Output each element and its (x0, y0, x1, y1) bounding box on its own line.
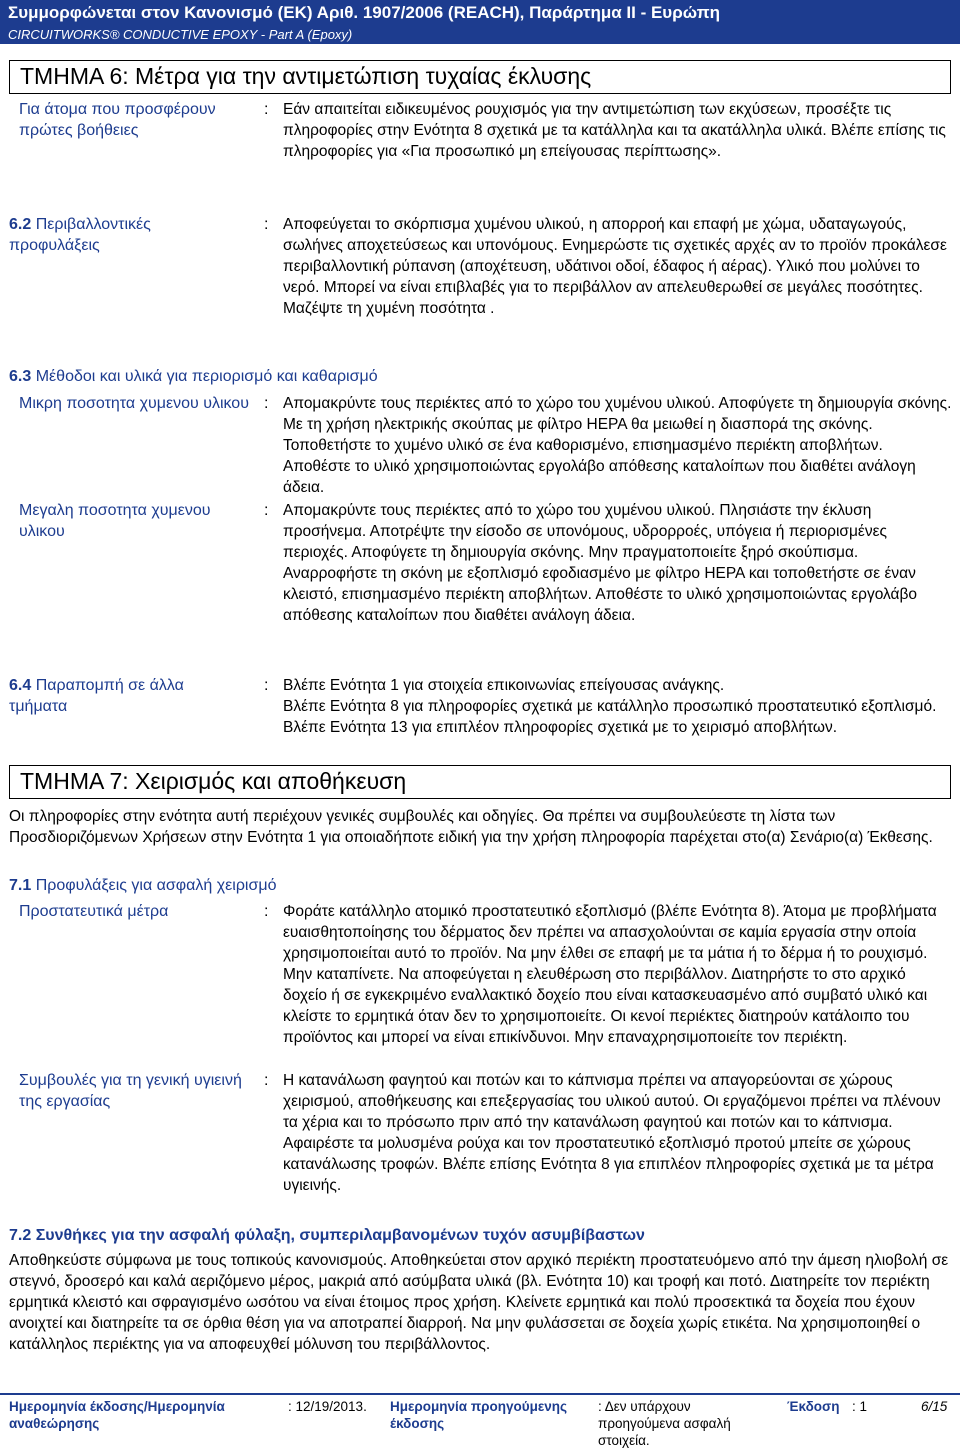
small-spill-label: Μικρη ποσοτητα χυμενου υλικου (19, 395, 249, 412)
reference-line-2: Βλέπε Ενότητα 8 για πληροφορίες σχετικά με κατάλληλο προσωπικό προστατευτικό εξοπλισμό. (283, 698, 937, 715)
storage-number: 7.2 (9, 1227, 32, 1244)
reference-title: Παραπομπή σε άλλα τμήματα (9, 677, 184, 715)
issue-date-value: : 12/19/2013. (288, 1399, 367, 1414)
storage-text: Αποθηκεύστε σύμφωνα με τους τοπικούς κανονισμούς. Αποθηκεύεται στον αρχικό περιέκτη προστατευόμενο από την άμεση ηλιοβολή σε στεγνό, δροσερό και καλά αεριζόμενο μέρος, μακριά από ασύμβατα υλικά (βλ. Ενότητα 10) και τροφή και ποτό. Διατηρείτε τον περιέκτη ερμητικά κλειστό και σφραγισμένο ωσότου να είναι έτοιμος προς χρήση. Κλείνετε ερμητικά και πολύ προσεκτικά τα δοχεία που έχουν ανοιχτεί και διατηρείτε τα σε όρθια θέση για να αποτραπεί διαρροή. Να μην φυλάσσεται σε δοχεία χωρίς ετικέτα. Να χρησιμοποιηθεί ο κατάλληλος περιέκτης για να αποφευχθεί μόλυνση του περιβάλλοντος. (9, 1252, 949, 1353)
env-precautions-number: 6.2 (9, 216, 32, 233)
safe-handling-title: Προφυλάξεις για ασφαλή χειρισμό (35, 877, 277, 894)
page-number: 6/15 (921, 1399, 948, 1414)
storage-heading (9, 1225, 645, 1246)
section-7-intro: Οι πληροφορίες στην ενότητα αυτή περιέχουν γενικές συμβουλές και οδηγίες. Θα πρέπει να συμβουλεύεστε τη λίστα των Προσδιοριζόμενων Χρήσεων στην Ενότητα 1 για οποιαδήποτε ειδική για την χρήση πληροφορία παρέχεται στο(α) Σενάριο(α) Έκθεσης. (9, 808, 933, 846)
hygiene-advice-label: Συμβουλές για τη γενική υγιεινή της εργασίας (19, 1072, 242, 1110)
methods-title: Μέθοδοι και υλικά για περιορισμό και καθαρισμό (35, 368, 378, 385)
section-6-title: ΤΜΗΜΑ 6: Μέτρα για την αντιμετώπιση τυχαίας έκλυσης (9, 60, 951, 94)
regulation-header: Συμμορφώνεται στον Κανονισμό (ΕΚ) Αριθ. 1907/2006 (REACH), Παράρτημα II - Ευρώπη (0, 0, 960, 25)
colon: : (264, 101, 269, 118)
version-label: Έκδοση (787, 1399, 840, 1414)
small-spill-text: Απομακρύντε τους περιέκτες από το χώρο του χυμένου υλικού. Αποφύγετε τη δημιουργία σκόνης. Με τη χρήση ηλεκτρικής σκούπας με φίλτρο HEPA θα μειωθεί η διασπορά της σκόνης. Τοποθετήστε το χυμένο υλικό σε ένα καθορισμένο, επισημασμένο περιέκτη αποβλήτων. Αποθέστε το υλικό χρησιμοποιώντας εργολάβο απόθεσης καταλοίπων που διαθέτει ανάλογη άδεια. (283, 395, 952, 496)
reference-label (9, 675, 229, 717)
methods-heading (9, 366, 378, 387)
reference-line-3: Βλέπε Ενότητα 13 για επιπλέον πληροφορίες σχετικά με το χειρισμό αποβλήτων. (283, 719, 838, 736)
previous-date-value: : Δεν υπάρχουν προηγούμενα ασφαλή στοιχεία. (598, 1399, 731, 1448)
colon: : (264, 677, 269, 694)
large-spill-text: Απομακρύντε τους περιέκτες από το χώρο του χυμένου υλικού. Πλησιάστε την έκλυση προσήνεμα. Αποτρέψτε την είσοδο σε υπονόμους, υδρορροές, υπόγεια ή περιορισμένες περιοχές. Αποφύγετε τη δημιουργία σκόνης. Μην πραγματοποιείτε ξηρό σκούπισμα. Αναρροφήστε τη σκόνη με εξοπλισμό εφοδιασμένο με φίλτρο HEPA και τοποθετήστε σε έναν κλειστό, επισημασμένο περιέκτη αποβλήτων. Αποθέστε το υλικό χρησιμοποιώντας εργολάβο απόθεσης καταλοίπων που διαθέτει ανάλογη άδεια. (283, 502, 918, 624)
protective-measures-label: Προστατευτικά μέτρα (19, 903, 169, 920)
version-value: : 1 (852, 1399, 868, 1414)
colon: : (264, 395, 269, 412)
storage-title: Συνθήκες για την ασφαλή φύλαξη, συμπεριλαμβανομένων τυχόν ασυμβίβαστων (35, 1227, 645, 1244)
large-spill-label: Μεγαλη ποσοτητα χυμενου υλικου (19, 502, 211, 540)
reference-text (283, 675, 953, 738)
env-precautions-text: Αποφεύγεται το σκόρπισμα χυμένου υλικού, η απορροή και επαφή με χώμα, υδαταγωγούς, σωλήνες αποχετεύσεως και υπονόμους. Ενημερώστε τις σχετικές αρχές αν το προϊόν προκάλεσε περιβαλλοντική ρύπανση (αποχέτευση, υδάτινοι οδοί, έδαφος ή αέρας). Υλικό που μολύνει το νερό. Μπορεί να είναι επιβλαβές για το περιβάλλον αν απελευθερωθεί σε μεγάλες ποσότητες. Μαζέψτε τη χυμένη ποσότητα . (283, 216, 947, 317)
colon: : (264, 502, 269, 519)
env-precautions-label (9, 214, 219, 256)
colon: : (264, 1072, 269, 1089)
section-7-title: ΤΜΗΜΑ 7: Χειρισμός και αποθήκευση (9, 765, 951, 799)
env-precautions-title: Περιβαλλοντικές προφυλάξεις (9, 216, 151, 254)
protective-measures-text: Φοράτε κατάλληλο ατομικό προστατευτικό εξοπλισμό (βλέπε Ενότητα 8). Άτομα με προβλήματα ευαισθητοποίησης του δέρματος δεν πρέπει να απασχολούνται σε καμία εργασία στην οποία χρησιμοποιείται αυτό το προϊόν. Να μην έλθει σε επαφή με τα μάτια ή το δέρμα ή το ρουχισμό. Μην καταπίνετε. Να αποφεύγεται η ελευθέρωση στο περιβάλλον. Διατηρήστε το στο αρχικό δοχείο ή σε εγκεκριμένο εναλλακτικό δοχείο που είναι κατασκευασμένο από συμβατό υλικό και κλείστε το ερμητικά όταν δεν το χρησιμοποιείτε. Οι κενοί περιέκτες διατηρούν κατάλοιπο του προϊόντος και μπορεί να είναι επικίνδυνοι. Μην επαναχρησιμοποιείτε τον περιέκτη. (283, 903, 937, 1046)
colon: : (264, 216, 269, 233)
reference-number: 6.4 (9, 677, 32, 694)
methods-number: 6.3 (9, 368, 32, 385)
first-aid-label: Για άτομα που προσφέρουν πρώτες βοήθειες (19, 101, 216, 139)
product-header: CIRCUITWORKS® CONDUCTIVE EPOXY - Part A (Epoxy) (0, 25, 960, 44)
footer-rule (0, 1393, 960, 1395)
first-aid-text: Εάν απαιτείται ειδικευμένος ρουχισμός για την αντιμετώπιση των εκχύσεων, προσέξτε τις πληροφορίες στην Ενότητα 8 σχετικά με τα κατάλληλα και τα ακατάλληλα υλικά. Βλέπε επίσης τις πληροφορίες για «Για προσωπικό μη επείγουσας περίπτωσης». (283, 101, 946, 160)
colon: : (264, 903, 269, 920)
safe-handling-number: 7.1 (9, 877, 32, 894)
safe-handling-heading (9, 875, 276, 896)
issue-date-label: Ημερομηνία έκδοσης/Ημερομηνία αναθεώρησης (9, 1399, 225, 1431)
hygiene-advice-text: Η κατανάλωση φαγητού και ποτών και το κάπνισμα πρέπει να απαγορεύονται σε χώρους χειρισμού, αποθήκευσης και επεξεργασίας του υλικού αυτού. Οι εργαζόμενοι πρέπει να πλένουν τα χέρια και το πρόσωπο πριν από την κατανάλωση φαγητού και ποτών και το κάπνισμα. Αφαιρέστε τα μολυσμένα ρούχα και τον προστατευτικό εξοπλισμό προτού μπείτε σε χώρους κατανάλωσης τροφών. Βλέπε επίσης Ενότητα 8 για επιπλέον πληροφορίες σχετικά με τα μέτρα υγιεινής. (283, 1072, 941, 1194)
reference-line-1: Βλέπε Ενότητα 1 για στοιχεία επικοινωνίας επείγουσας ανάγκης. (283, 677, 725, 694)
previous-date-label: Ημερομηνία προηγούμενης έκδοσης (390, 1399, 568, 1431)
